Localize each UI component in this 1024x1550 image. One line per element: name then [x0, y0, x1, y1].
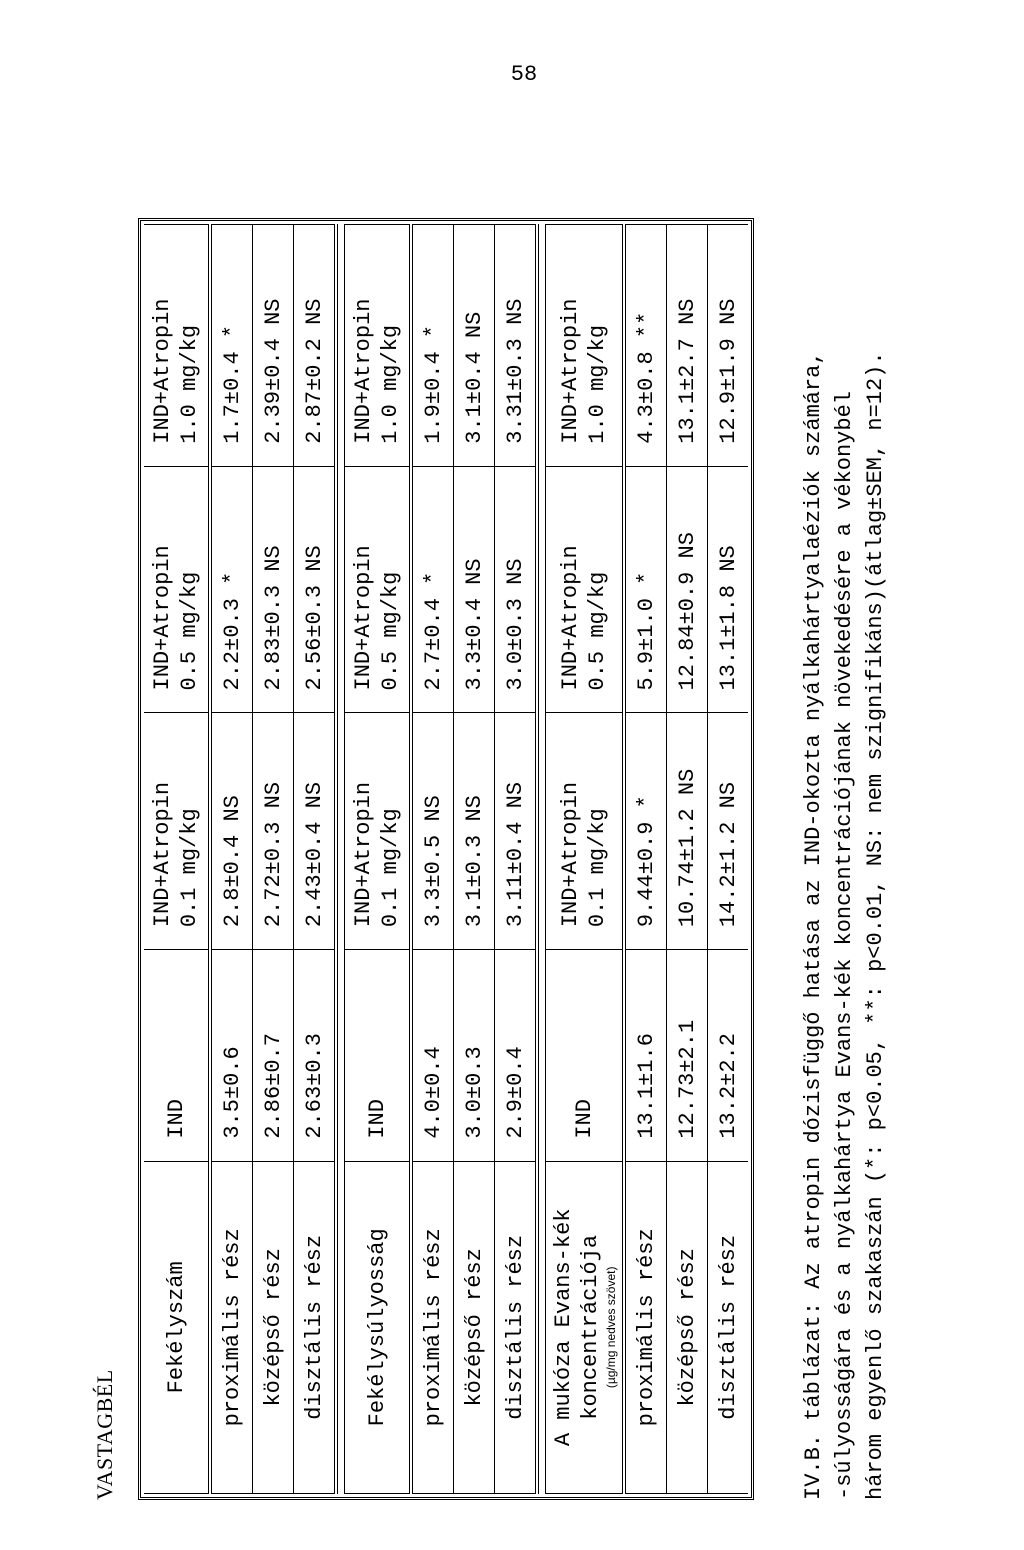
table-row — [667, 225, 708, 1494]
column-header: IND+Atropin 1.0 mg/kg — [546, 225, 625, 467]
table-cell: 3.3±0.5 NS — [411, 713, 454, 950]
section-divider — [537, 225, 546, 1494]
table-row — [495, 225, 538, 1494]
table-cell: 2.87±0.2 NS — [294, 225, 337, 467]
table-cell: 3.1±0.3 NS — [454, 713, 495, 950]
table-cell: 3.0±0.3 — [454, 950, 495, 1162]
table-cell: 4.0±0.4 — [411, 950, 454, 1162]
row-label: proximális rész — [411, 1161, 454, 1493]
table-cell: 2.63±0.3 — [294, 950, 337, 1162]
results-table — [144, 224, 748, 1494]
row-label: disztális rész — [495, 1161, 538, 1493]
row-label: proximális rész — [210, 1161, 253, 1493]
column-header: IND+Atropin 0.1 mg/kg — [345, 713, 412, 950]
table-cell: 14.2±1.2 NS — [708, 713, 749, 950]
section-title — [546, 1161, 625, 1493]
table-cell: 2.9±0.4 — [495, 950, 538, 1162]
table-cell: 2.43±0.4 NS — [294, 713, 337, 950]
rotated-content — [80, 200, 980, 1500]
column-header: IND+Atropin 1.0 mg/kg — [144, 225, 210, 467]
table-cell: 2.8±0.4 NS — [210, 713, 253, 950]
table-caption — [798, 210, 891, 1500]
table-cell: 13.1±1.6 — [624, 950, 667, 1162]
column-header: IND+Atropin 0.1 mg/kg — [144, 713, 210, 950]
section-title — [345, 1161, 412, 1493]
table-cell: 12.9±1.9 NS — [708, 225, 749, 467]
column-header: IND — [144, 950, 210, 1162]
table-cell: 1.9±0.4 * — [411, 225, 454, 467]
table-cell: 12.84±0.9 NS — [667, 466, 708, 713]
table-cell: 12.73±2.1 — [667, 950, 708, 1162]
column-header: IND — [345, 950, 412, 1162]
column-header: IND+Atropin 0.5 mg/kg — [345, 466, 412, 713]
page-number: 58 — [510, 62, 538, 87]
table-cell: 10.74±1.2 NS — [667, 713, 708, 950]
table-row — [708, 225, 749, 1494]
results-table-frame — [138, 218, 754, 1500]
section-header-row — [144, 225, 210, 1494]
table-row — [294, 225, 337, 1494]
table-cell: 4.3±0.8 ** — [624, 225, 667, 467]
table-cell: 3.11±0.4 NS — [495, 713, 538, 950]
row-label: proximális rész — [624, 1161, 667, 1493]
column-header: IND+Atropin 0.1 mg/kg — [546, 713, 625, 950]
section-header-row — [345, 225, 412, 1494]
table-row — [210, 225, 253, 1494]
row-label: középső rész — [253, 1161, 294, 1493]
table-cell: 3.5±0.6 — [210, 950, 253, 1162]
row-label: középső rész — [667, 1161, 708, 1493]
table-cell: 2.39±0.4 NS — [253, 225, 294, 467]
row-label: középső rész — [454, 1161, 495, 1493]
table-cell: 9.44±0.9 * — [624, 713, 667, 950]
table-cell: 2.2±0.3 * — [210, 466, 253, 713]
table-cell: 3.0±0.3 NS — [495, 466, 538, 713]
column-header: IND+Atropin 0.5 mg/kg — [144, 466, 210, 713]
caption-line: IV.B. táblázat: Az atropin dózisfüggő hatása az IND-okozta nyálkahártyalaéziók számára, — [801, 351, 826, 1500]
table-cell: 5.9±1.0 * — [624, 466, 667, 713]
caption-line: három egyenlő szakaszán (*: p<0.05, **: p<0.01, NS: nem szignifikáns)(átlag±SEM, n=12). — [863, 351, 888, 1500]
column-header: IND+Atropin 1.0 mg/kg — [345, 225, 412, 467]
side-title: VASTAGBÉL — [92, 1369, 117, 1500]
column-header: IND — [546, 950, 625, 1162]
section-header-row — [546, 225, 625, 1494]
table-row — [624, 225, 667, 1494]
unit-note: (µg/mg nedves szövet) — [604, 1266, 618, 1389]
table-cell: 2.86±0.7 — [253, 950, 294, 1162]
row-label: disztális rész — [294, 1161, 337, 1493]
section-divider — [336, 225, 345, 1494]
table-cell: 3.31±0.3 NS — [495, 225, 538, 467]
section-title-text: A mukóza Evans-kék koncentrációja — [551, 1208, 603, 1447]
section-title-text: Fekélysúlyosság — [364, 1228, 390, 1427]
row-label: disztális rész — [708, 1161, 749, 1493]
column-header: IND+Atropin 0.5 mg/kg — [546, 466, 625, 713]
table-cell: 2.72±0.3 NS — [253, 713, 294, 950]
table-row — [411, 225, 454, 1494]
table-cell: 2.83±0.3 NS — [253, 466, 294, 713]
table-cell: 2.7±0.4 * — [411, 466, 454, 713]
section-title — [144, 1161, 210, 1493]
table-cell: 13.1±2.7 NS — [667, 225, 708, 467]
table-cell: 3.3±0.4 NS — [454, 466, 495, 713]
table-row — [253, 225, 294, 1494]
table-cell: 3.1±0.4 NS — [454, 225, 495, 467]
table-cell: 13.2±2.2 — [708, 950, 749, 1162]
caption-line: -súlyosságára és a nyálkahártya Evans-kék koncentrációjának növekedésére a vékonybél — [832, 391, 857, 1500]
table-cell: 1.7±0.4 * — [210, 225, 253, 467]
table-cell: 13.1±1.8 NS — [708, 466, 749, 713]
section-title-text: Fekélyszám — [163, 1261, 189, 1394]
table-cell: 2.56±0.3 NS — [294, 466, 337, 713]
table-row — [454, 225, 495, 1494]
